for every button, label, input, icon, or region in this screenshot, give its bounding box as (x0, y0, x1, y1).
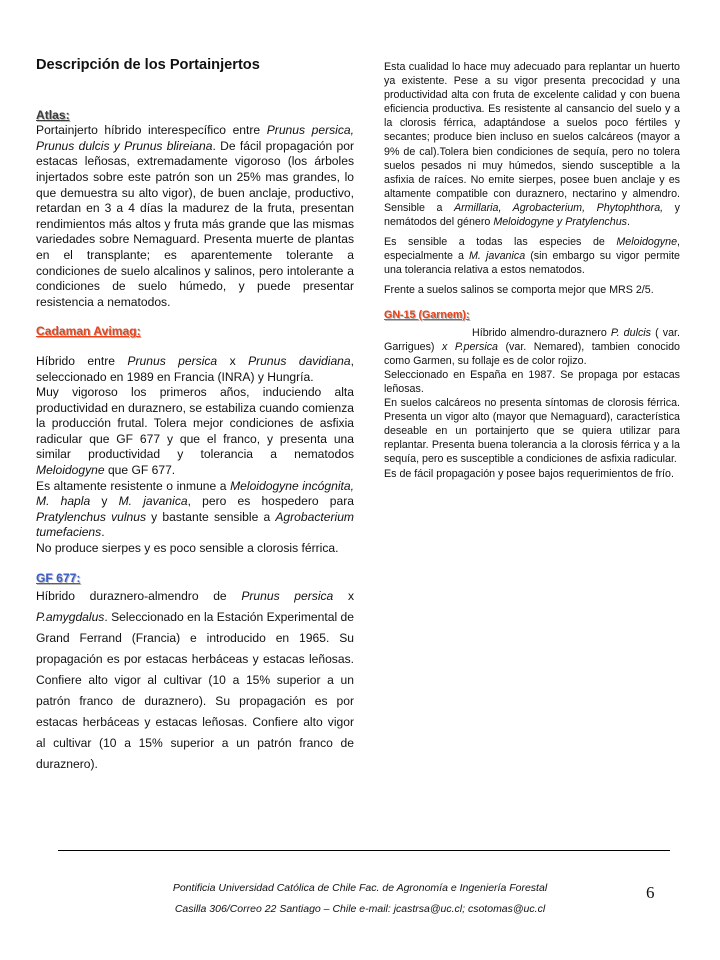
page-number: 6 (646, 883, 655, 902)
atlas-paragraph: Portainjerto híbrido interespecífico entre Prunus persica, Prunus dulcis y Prunus blireiana. De fácil propagación por estacas leñosas, extremadamente vigoroso (los árboles injertados sobre este patrón son un 25% mas grandes, lo que demuestra su alto vigor), de buen anclaje, productivo, retardan en 3 a 4 días la madurez de la fruta, presentan rendimientos más altos y fruta más grande que las mismas variedades sobre Nemaguard. Presenta muerte de plantas en el transplante; es aparentemente tolerante a condiciones de suelo alcalinos y salinos, pero intolerante a condiciones de suelo húmedo, y puede presentar resistencia a nematodos. (36, 123, 354, 309)
gf677-heading: GF 677: (36, 570, 81, 585)
gf677-paragraph: Híbrido duraznero-almendro de Prunus persica x P.amygdalus. Seleccionado en la Estación Experimental de Grand Ferrand (Francia) e introducido en 1965. Su propagación es por estacas herbáceas y estacas leñosas. Confiere alto vigor al cultivar (10 a 15% superior a un patrón franco de duraznero). Su propagación es por estacas herbáceas y estacas leñosas. Confiere alto vigor al cultivar (10 a 15% superior a un patrón franco de duraznero). (36, 589, 354, 772)
footer-contact: Casilla 306/Correo 22 Santiago – Chile e-mail: jcastrsa@uc.cl; csotomas@uc.cl (174, 903, 546, 915)
gn15-paragraph-2: Seleccionado en España en 1987. Se propaga por estacas leñosas. (384, 368, 680, 395)
atlas-heading: Atlas: (36, 107, 70, 122)
gn15-paragraph-4: Es de fácil propagación y posee bajos requerimientos de frío. (384, 467, 674, 480)
right-column (384, 60, 680, 481)
cadaman-paragraph-3: Es altamente resistente o inmune a Meloidogyne incógnita, M. hapla y M. javanica, pero es hospedero para Pratylenchus vulnus y bastante sensible a Agrobacterium tumefaciens. (36, 478, 354, 540)
gn15-paragraph-1: Híbrido almendro-duraznero P. dulcis ( var. Garrigues) x P.persica (var. Nemared), tambien conocido como Garmen, su follaje es de color rojizo. (384, 326, 680, 367)
saline-soils-paragraph: Frente a suelos salinos se comporta mejor que MRS 2/5. (384, 284, 654, 297)
cadaman-paragraph-2: Muy vigoroso los primeros años, induciendo alta productividad en duraznero, se estabiliza cuando comienza la producción frutal. Tolera mejor condiciones de asfixia radicular que GF 677 y que el franco, y presenta una similar productividad y tolerancia a nematodos Meloidogyne que GF 677. (36, 385, 354, 478)
gn15-paragraph-3: En suelos calcáreos no presenta síntomas de clorosis férrica. Presenta un vigor alto (mayor que Nemaguard), característica deseable en un portainjerto que se quiera utilizar para replantar. Presenta buena tolerancia a la clorosis férrica y a la sequía, pero es susceptible a condiciones de asfixia radicular. (384, 397, 680, 466)
left-column (36, 58, 354, 775)
cadaman-heading: Cadaman Avimag: (36, 324, 141, 339)
meloidogyne-paragraph: Es sensible a todas las especies de Meloidogyne, especialmente a M. javanica (sin embargo su vigor permite una tolerancia relativa a estos nematodos. (384, 236, 680, 277)
cadaman-paragraph-4: No produce sierpes y es poco sensible a clorosis férrica. (36, 541, 339, 556)
cadaman-paragraph-1: Híbrido entre Prunus persica x Prunus davidiana, seleccionado en 1989 en Francia (INRA) y Hungría. (36, 353, 354, 384)
footer-institution: Pontificia Universidad Católica de Chile Fac. de Agronomía e Ingeniería Forestal (172, 882, 548, 894)
footer-divider (58, 850, 670, 851)
gf677-continued-paragraph: Esta cualidad lo hace muy adecuado para replantar un huerto ya existente. Pese a su vigor presenta precocidad y una productividad alta con fruta de excelente calidad y con buena eficiencia productiva. Es resistente al cansancio del suelo y a la clorosis férrica, adaptándose a suelos poco fértiles y secantes; produce bien incluso en suelos calcáreos (mayor a 9% de cal).Tolera bien condiciones de sequía, pero no tolera suelos pesados ni muy húmedos, siendo susceptible a la asfixia de raíces. No emite sierpes, posee buen anclaje y es altamente compatible con duraznero, nectarino y almendro. Sensible a Armillaria, Agrobacterium, Phytophthora, y nemátodos del género Meloidogyne y Pratylenchus. (384, 61, 680, 229)
page-title: Descripción de los Portainjertos (36, 57, 260, 73)
gn15-heading: GN-15 (Garnem): (384, 308, 470, 321)
